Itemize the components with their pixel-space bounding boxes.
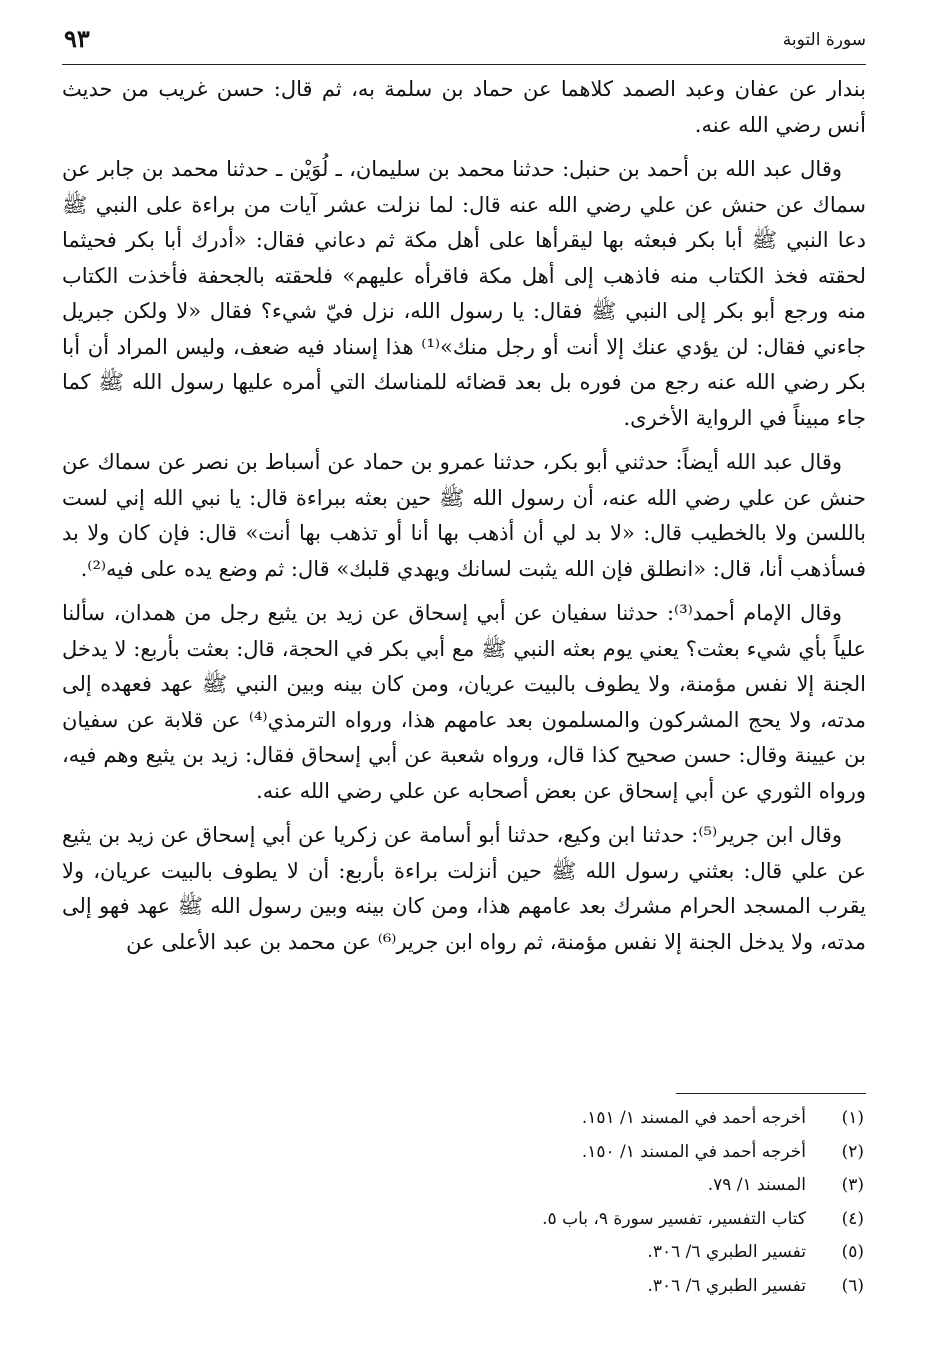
footnotes (62, 1102, 866, 1303)
footnote-text: المسند ١/ ٧٩. (707, 1175, 806, 1195)
footnote-1 (62, 1102, 866, 1136)
footnote-number: (٤) (841, 1208, 864, 1229)
footnote-number: (٦) (841, 1275, 864, 1296)
footnote-text: أخرجه أحمد في المسند ١/ ١٥٠. (581, 1141, 806, 1162)
footnote-6 (62, 1270, 866, 1304)
footnote-text: تفسير الطبري ٦/ ٣٠٦. (647, 1242, 806, 1262)
paragraph-1: بندار عن عفان وعبد الصمد كلاهما عن حماد بن سلمة به، ثم قال: حسن غريب من حديث أنس رضي الله عنه. (62, 77, 866, 137)
footnote-number: (٣) (841, 1175, 864, 1195)
page-number: ٩٣ (64, 24, 90, 53)
paragraph-2: وقال عبد الله بن أحمد بن حنبل: حدثنا محمد بن سليمان، ـ لُوَيْن ـ حدثنا محمد بن جابر عن سماك عن حنش عن علي رضي الله عنه قال: لما نزلت عشر آيات من براءة على النبي ﷺ دعا النبي ﷺ أبا بكر فبعثه بها ليقرأها على أهل مكة ثم دعاني فقال: «أدرك أبا بكر فحيثما لحقته فخذ الكتاب منه فاذهب إلى أهل مكة فاقرأه عليهم» فلحقته بالجحفة فأخذت الكتاب منه ورجع أبو بكر إلى النبي ﷺ فقال: يا رسول الله، نزل فيّ شيء؟ فقال «لا ولكن جبريل جاءني فقال: لن يؤدي عنك إلا أنت أو رجل منك»⁽¹⁾ هذا إسناد فيه ضعف، وليس المراد أن أبا بكر رضي الله عنه رجع من فوره بل بعد قضائه للمناسك التي أمره عليها رسول الله ﷺ كما جاء مبيناً في الرواية الأخرى. (62, 157, 866, 430)
footnote-2 (62, 1136, 866, 1170)
surah-title: سورة التوبة (782, 30, 866, 50)
footnote-3 (62, 1169, 866, 1203)
main-text (62, 72, 866, 969)
footnote-number: (٢) (841, 1141, 864, 1162)
footnote-text: تفسير الطبري ٦/ ٣٠٦. (647, 1275, 806, 1296)
footnote-text: كتاب التفسير، تفسير سورة ٩، باب ٥. (542, 1208, 806, 1229)
footnote-number: (٥) (841, 1242, 864, 1262)
footnote-5 (62, 1236, 866, 1270)
paragraph-3: وقال عبد الله أيضاً: حدثني أبو بكر، حدثنا عمرو بن حماد عن أسباط بن نصر عن سماك عن حنش عن علي رضي الله عنه، أن رسول الله ﷺ حين بعثه ببراءة قال: يا نبي الله إني لست باللسن ولا بالخطيب قال: «لا بد لي أن أذهب بها أنا أو تذهب بها أنت» قال: فإن كان ولا بد فسأذهب أنا، قال: «انطلق فإن الله يثبت لسانك ويهدي قلبك» قال: ثم وضع يده على فيه⁽²⁾. (62, 450, 866, 581)
footnote-divider (676, 1093, 866, 1094)
footnote-4 (62, 1203, 866, 1237)
footnote-text: أخرجه أحمد في المسند ١/ ١٥١. (581, 1108, 806, 1128)
footnote-number: (١) (841, 1108, 864, 1128)
paragraph-4: وقال الإمام أحمد⁽³⁾: حدثنا سفيان عن أبي إسحاق عن زيد بن يثيع رجل من همدان، سألنا علياً بأي شيء بعثت؟ يعني يوم بعثه النبي ﷺ مع أبي بكر في الحجة، قال: بعثت بأربع: لا يدخل الجنة إلا نفس مؤمنة، ولا يطوف بالبيت عريان، ومن كان بينه وبين النبي ﷺ عهد فعهده إلى مدته، ولا يحج المشركون والمسلمون بعد عامهم هذا، ورواه الترمذي⁽⁴⁾ عن قلابة عن سفيان بن عيينة وقال: حسن صحيح كذا قال، ورواه شعبة عن أبي إسحاق فقال: زيد بن يثيع وهم فيه، ورواه الثوري عن أبي إسحاق عن بعض أصحابه عن علي رضي الله عنه. (62, 601, 866, 803)
page-header (62, 24, 866, 65)
paragraph-5: وقال ابن جرير⁽⁵⁾: حدثنا ابن وكيع، حدثنا أبو أسامة عن زكريا عن أبي إسحاق عن زيد بن يثيع عن علي قال: بعثني رسول الله ﷺ حين أنزلت براءة بأربع: أن لا يطوف بالبيت عريان، ولا يقرب المسجد الحرام مشرك بعد عامهم هذا، ومن كان بينه وبين رسول الله ﷺ عهد فهو إلى مدته، ولا يدخل الجنة إلا نفس مؤمنة، ثم رواه ابن جرير⁽⁶⁾ عن محمد بن عبد الأعلى عن (62, 823, 866, 954)
